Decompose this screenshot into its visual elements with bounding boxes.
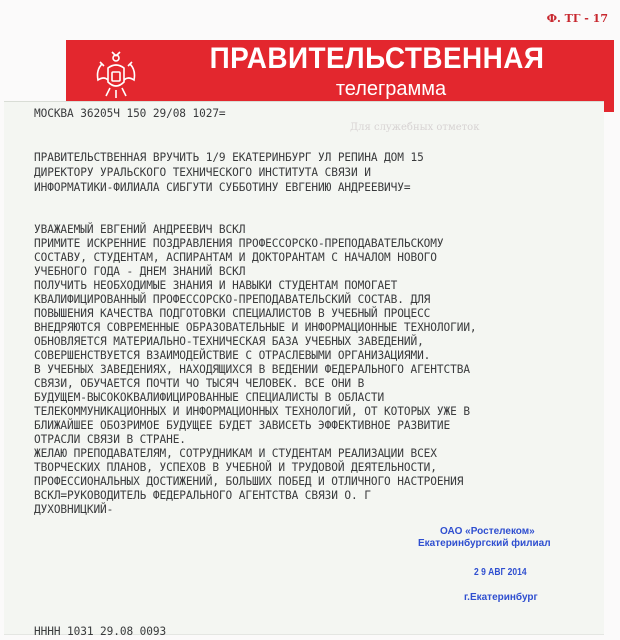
body-line: БЛИЖАЙШЕЕ ОБОЗРИМОЕ БУДУЩЕЕ БУДЕТ ЗАВИСЕТЬ ЭФФЕКТИВНОЕ РАЗВИТИЕ [34, 418, 451, 432]
address-line: ИНФОРМАТИКИ-ФИЛИАЛА СИБГУТИ СУББОТИНУ ЕВГЕНИЮ АНДРЕЕВИЧУ= [34, 180, 411, 194]
service-marks-label: Для служебных отметок [350, 122, 480, 133]
coat-of-arms-icon [90, 50, 142, 102]
telegram-tape [4, 101, 604, 638]
body-line: ПОВЫШЕНИЯ КАЧЕСТВА ПОДГОТОВКИ СПЕЦИАЛИСТОВ В УЧЕБНЫЙ ПРОЦЕСС [34, 306, 431, 320]
stamp-branch: Екатеринбургский филиал [418, 538, 551, 549]
stamp-company: ОАО «Ростелеком» [440, 526, 535, 537]
body-line: СВЯЗИ, ОБУЧАЕТСЯ ПОЧТИ ЧО ТЫСЯЧ ЧЕЛОВЕК. ВСЕ ОНИ В [34, 376, 365, 390]
body-line: СОСТАВУ, СТУДЕНТАМ, АСПИРАНТАМ И ДОКТОРАНТАМ С НАЧАЛОМ НОВОГО [34, 250, 437, 264]
body-line: ВСКЛ=РУКОВОДИТЕЛЬ ФЕДЕРАЛЬНОГО АГЕНТСТВА СВЯЗИ О. Г [34, 488, 371, 502]
form-code: Ф. ТГ - 17 [546, 12, 608, 25]
stamp-city: г.Екатеринбург [464, 592, 538, 603]
body-line: СОВЕРШЕНСТВУЕТСЯ ВЗАИМОДЕЙСТВИЕ С ОТРАСЛЕВЫМИ ОРГАНИЗАЦИЯМИ. [34, 348, 431, 362]
form-subtitle: телеграмма [335, 78, 447, 100]
body-line: ПРИМИТЕ ИСКРЕННИЕ ПОЗДРАВЛЕНИЯ ПРОФЕССОРСКО-ПРЕПОДАВАТЕЛЬСКОМУ [34, 236, 444, 250]
body-line: БУДУЩЕМ-ВЫСОКОКВАЛИФИЦИРОВАННЫЕ СПЕЦИАЛИСТЫ В ОБЛАСТИ [34, 390, 385, 404]
body-line: ТВОРЧЕСКИХ ПЛАНОВ, УСПЕХОВ В УЧЕБНОЙ И ТРУДОВОЙ ДЕЯТЕЛЬНОСТИ, [34, 460, 437, 474]
body-line: ОТРАСЛИ СВЯЗИ В СТРАНЕ. [34, 432, 186, 446]
body-line: ДУХОВНИЦКИЙ- [34, 502, 114, 516]
body-line: ОБНОВЛЯЕТСЯ МАТЕРИАЛЬНО-ТЕХНИЧЕСКАЯ БАЗА УЧЕБНЫХ ЗАВЕДЕНИЙ, [34, 334, 424, 348]
stamp-date: 2 9 АВГ 2014 [474, 567, 527, 578]
body-line: ПОЛУЧИТЬ НЕОБХОДИМЫЕ ЗНАНИЯ И НАВЫКИ СТУДЕНТАМ ПОМОГАЕТ [34, 278, 398, 292]
body-line: В УЧЕБНЫХ ЗАВЕДЕНИЯХ, НАХОДЯЩИХСЯ В ВЕДЕНИИ ФЕДЕРАЛЬНОГО АГЕНТСТВА [34, 362, 470, 376]
form-title: ПРАВИТЕЛЬСТВЕННАЯ [209, 42, 545, 75]
header-line: МОСКВА 36205Ч 150 29/08 1027= [34, 106, 226, 120]
body-line: ЖЕЛАЮ ПРЕПОДАВАТЕЛЯМ, СОТРУДНИКАМ И СТУДЕНТАМ РЕАЛИЗАЦИИ ВСЕХ [34, 446, 437, 460]
body-line: КВАЛИФИЦИРОВАННЫЙ ПРОФЕССОРСКО-ПРЕПОДАВАТЕЛЬСКИЙ СОСТАВ. ДЛЯ [34, 292, 431, 306]
body-line: ТЕЛЕКОММУНИКАЦИОННЫХ И ИНФОРМАЦИОННЫХ ТЕХНОЛОГИЙ, ОТ КОТОРЫХ УЖЕ В [34, 404, 470, 418]
body-line: ПРОФЕССИОНАЛЬНЫХ ДОСТИЖЕНИЙ, БОЛЬШИХ ПОБЕД И ОТЛИЧНОГО НАСТРОЕНИЯ [34, 474, 464, 488]
address-line: ПРАВИТЕЛЬСТВЕННАЯ ВРУЧИТЬ 1/9 ЕКАТЕРИНБУРГ УЛ РЕПИНА ДОМ 15 [34, 150, 424, 164]
body-line: УЧЕБНОГО ГОДА - ДНЕМ ЗНАНИЙ ВСКЛ [34, 264, 246, 278]
body-line: ВНЕДРЯЮТСЯ СОВРЕМЕННЫЕ ОБРАЗОВАТЕЛЬНЫЕ И ИНФОРМАЦИОННЫЕ ТЕХНОЛОГИИ, [34, 320, 477, 334]
address-line: ДИРЕКТОРУ УРАЛЬСКОГО ТЕХНИЧЕСКОГО ИНСТИТУТА СВЯЗИ И [34, 165, 371, 179]
footer-line: НННН 1031 29.08 0093 [34, 624, 167, 638]
body-line: УВАЖАЕМЫЙ ЕВГЕНИЙ АНДРЕЕВИЧ ВСКЛ [34, 222, 246, 236]
